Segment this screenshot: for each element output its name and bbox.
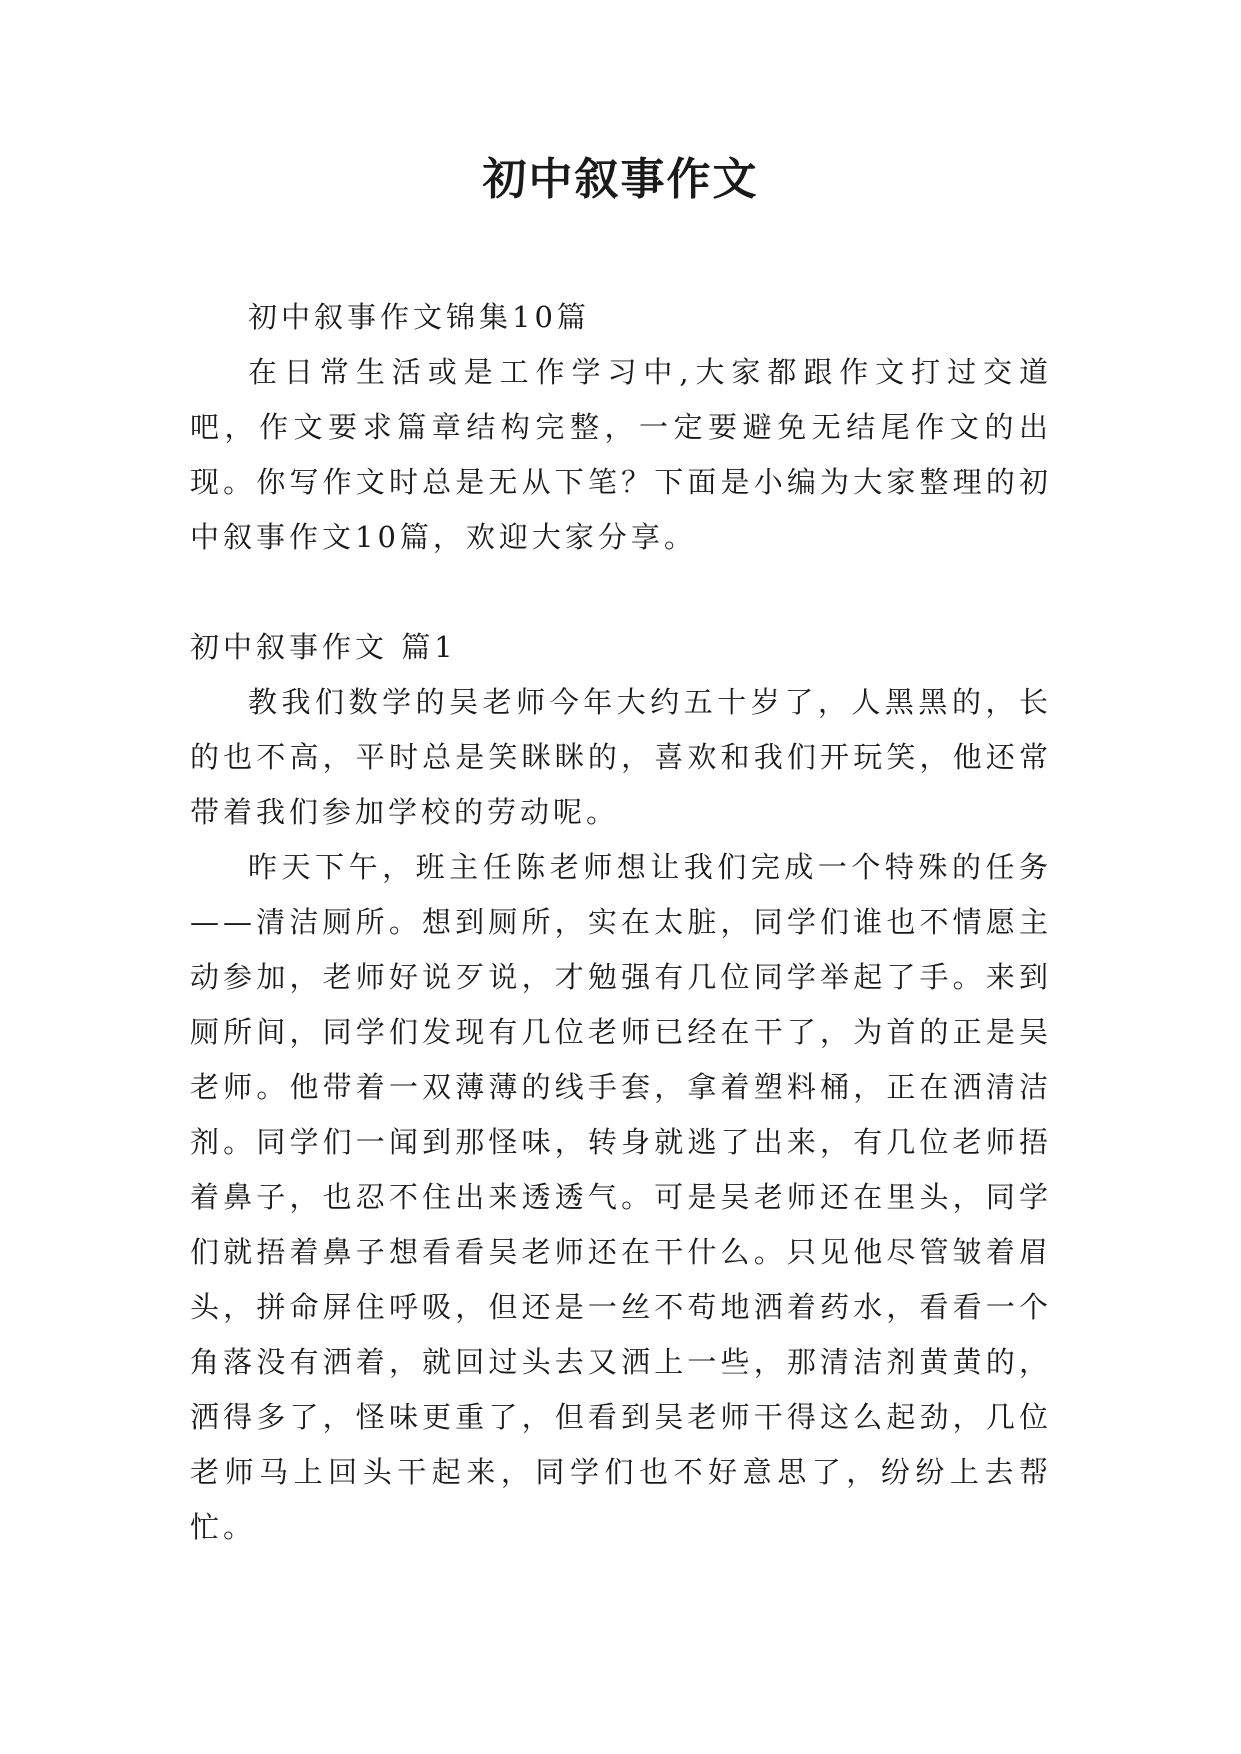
body-paragraph: 昨天下午，班主任陈老师想让我们完成一个特殊的任务——清洁厕所。想到厕所，实在太脏，同学们谁也不情愿主动参加，老师好说歹说，才勉强有几位同学举起了手。来到厕所间，同学们发现有几位老师已经在干了，为首的正是吴老师。他带着一双薄薄的线手套，拿着塑料桶，正在洒清洁剂。同学们一闻到那怪味，转身就逃了出来，有几位老师捂着鼻子，也忍不住出来透透气。可是吴老师还在里头，同学们就捂着鼻子想看看吴老师还在干什么。只见他尽管皱着眉头，拼命屏住呼吸，但还是一丝不苟地洒着药水，看看一个角落没有洒着，就回过头去又洒上一些，那清洁剂黄黄的，洒得多了，怪味更重了，但看到吴老师干得这么起劲，几位老师马上回头干起来，同学们也不好意思了，纷纷上去帮忙。 (190, 850, 1052, 1544)
document-body (190, 290, 1052, 1555)
section-heading: 初中叙事作文 篇1 (190, 630, 457, 664)
body-paragraph: 教我们数学的吴老师今年大约五十岁了，人黑黑的，长的也不高，平时总是笑眯眯的，喜欢和我们开玩笑，他还常带着我们参加学校的劳动呢。 (190, 685, 1052, 829)
page-title: 初中叙事作文 (482, 154, 759, 205)
document-subtitle: 初中叙事作文锦集10篇 (248, 300, 590, 334)
intro-paragraph: 在日常生活或是工作学习中,大家都跟作文打过交道吧，作文要求篇章结构完整，一定要避免无结尾作文的出现。你写作文时总是无从下笔？下面是小编为大家整理的初中叙事作文10篇，欢迎大家分享。 (190, 355, 1052, 554)
